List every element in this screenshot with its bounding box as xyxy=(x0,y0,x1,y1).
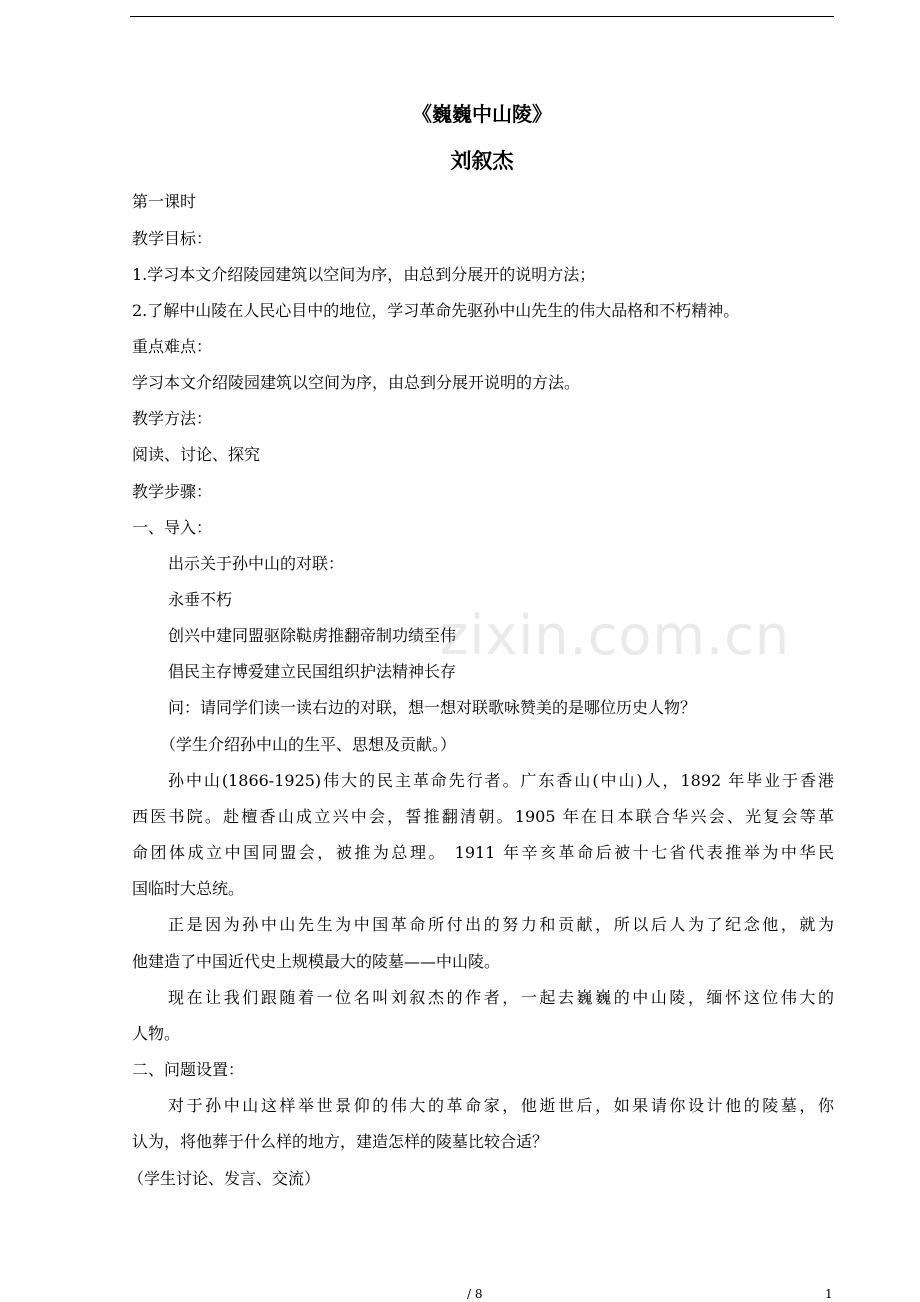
question-2-line-2: 认为，将他葬于什么样的地方，建造怎样的陵墓比较合适？ xyxy=(132,1132,549,1151)
page-total: / 8 xyxy=(467,1287,483,1301)
step1-heading: 一、导入： xyxy=(132,518,213,537)
couplet-top-scroll: 永垂不朽 xyxy=(168,590,233,609)
key-points-text: 学习本文介绍陵园建筑以空间为序，由总到分展开说明的方法。 xyxy=(132,373,581,392)
step1-intro: 出示关于孙中山的对联： xyxy=(168,554,345,573)
paragraph-2-line-2: 他建造了中国近代史上规模最大的陵墓——中山陵。 xyxy=(132,952,501,971)
goal-item-2: 2.了解中山陵在人民心目中的地位，学习革命先驱孙中山先生的伟大品格和不朽精神。 xyxy=(132,301,740,320)
step2-heading: 二、问题设置： xyxy=(132,1060,245,1079)
bio-line-4: 国临时大总统。 xyxy=(132,879,245,898)
document-author: 刘叙杰 xyxy=(450,149,514,173)
question-2-line-1: 对于孙中山这样举世景仰的伟大的革命家，他逝世后，如果请你设计他的陵墓，你 xyxy=(168,1096,834,1115)
key-points-heading: 重点难点： xyxy=(132,337,213,356)
bio-line-2: 西医书院。赴檀香山成立兴中会，誓推翻清朝。1905 年在日本联合华兴会、光复会等革 xyxy=(132,807,834,826)
goal-item-1: 1.学习本文介绍陵园建筑以空间为序，由总到分展开的说明方法； xyxy=(132,265,596,284)
bio-line-3: 命团体成立中国同盟会，被推为总理。 1911 年辛亥革命后被十七省代表推举为中华民 xyxy=(132,843,834,862)
question-1: 问：请同学们读一读右边的对联，想一想对联歌咏赞美的是哪位历史人物？ xyxy=(168,698,697,717)
method-text: 阅读、讨论、探究 xyxy=(132,445,261,464)
watermark-text: zixin.com.cn xyxy=(440,604,791,667)
paragraph-3-line-2: 人物。 xyxy=(132,1024,181,1043)
page-number: 1 xyxy=(825,1287,833,1301)
student-note-1: （学生介绍孙中山的生平、思想及贡献。） xyxy=(160,735,457,754)
student-note-2: （学生讨论、发言、交流） xyxy=(128,1169,321,1188)
bio-line-1: 孙中山(1866-1925)伟大的民主革命先行者。广东香山(中山)人，1892 年毕业于香港 xyxy=(168,771,834,790)
steps-heading: 教学步骤： xyxy=(132,482,213,501)
header-rule xyxy=(130,16,834,17)
couplet-line-2: 倡民主存博爱建立民国组织护法精神长存 xyxy=(168,662,457,681)
method-heading: 教学方法： xyxy=(132,409,213,428)
document-title: 《巍巍中山陵》 xyxy=(412,102,552,126)
paragraph-3-line-1: 现在让我们跟随着一位名叫刘叙杰的作者，一起去巍巍的中山陵，缅怀这位伟大的 xyxy=(168,988,834,1007)
lesson-label: 第一课时 xyxy=(132,192,197,211)
goals-heading: 教学目标： xyxy=(132,229,213,248)
paragraph-2-line-1: 正是因为孙中山先生为中国革命所付出的努力和贡献，所以后人为了纪念他，就为 xyxy=(168,915,834,934)
couplet-line-1: 创兴中建同盟驱除鞑虏推翻帝制功绩至伟 xyxy=(168,626,457,645)
